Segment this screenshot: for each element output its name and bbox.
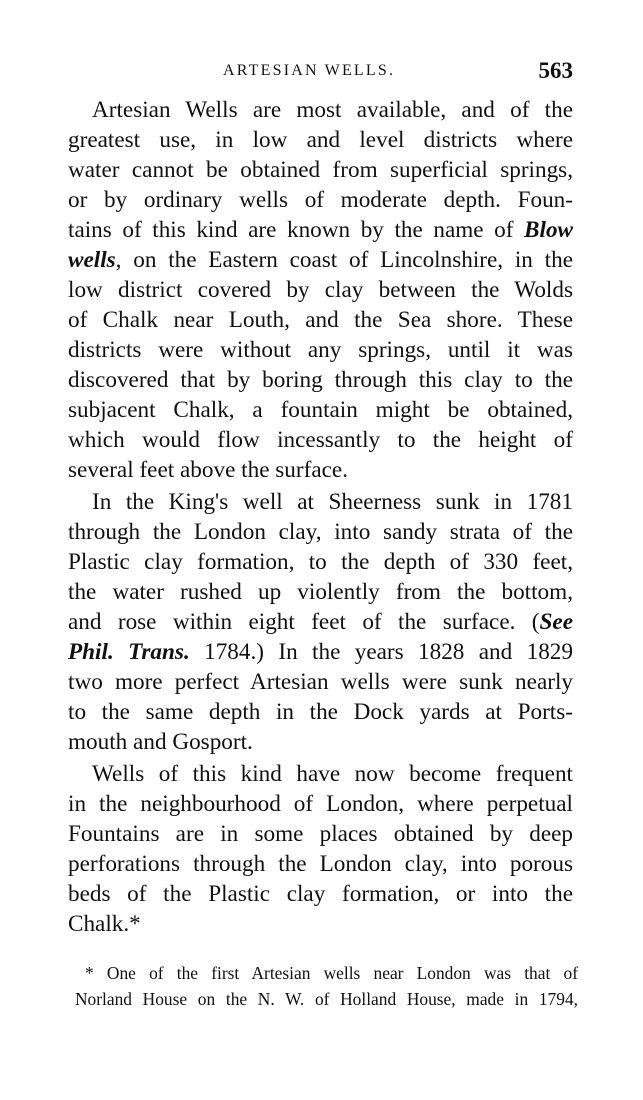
running-title: ARTESIAN WELLS. — [223, 62, 396, 79]
text-line: Chalk.* — [68, 911, 141, 937]
text-line: water cannot be obtained from superficial springs, — [68, 157, 573, 183]
text-line: Fountains are in some places obtained by deep — [68, 821, 573, 847]
text-line: greatest use, in low and level districts where — [68, 127, 573, 153]
text-line: districts were without any springs, until it was — [68, 337, 573, 363]
text-line: Phil. Trans. 1784.) In the years 1828 and 1829 — [68, 639, 573, 665]
text-line: to the same depth in the Dock yards at Ports- — [68, 699, 573, 725]
text-line: several feet above the surface. — [68, 457, 349, 483]
text-line: of Chalk near Louth, and the Sea shore. These — [68, 307, 573, 333]
text-line: and rose within eight feet of the surface. (See — [68, 609, 573, 635]
text-line: perforations through the London clay, into porous — [68, 851, 573, 877]
text-line: In the King's well at Sheerness sunk in 1781 — [92, 489, 573, 515]
text-line: Wells of this kind have now become frequent — [92, 761, 573, 787]
text-line: tains of this kind are known by the name of Blow — [68, 217, 573, 243]
text-line: discovered that by boring through this clay to the — [68, 367, 573, 393]
text-line: which would flow incessantly to the height of — [68, 427, 573, 453]
text-line: wells, on the Eastern coast of Lincolnshire, in the — [68, 247, 573, 273]
text-line: or by ordinary wells of moderate depth. Foun- — [68, 187, 573, 213]
text-line: Plastic clay formation, to the depth of 330 feet, — [68, 549, 573, 575]
footnote-line: Norland House on the N. W. of Holland House, made in 1794, — [75, 989, 578, 1009]
text-line: the water rushed up violently from the bottom, — [68, 579, 573, 605]
paragraph-london-wells — [68, 759, 573, 939]
text-line: two more perfect Artesian wells were sunk nearly — [68, 669, 573, 695]
text-line: beds of the Plastic clay formation, or into the — [68, 881, 573, 907]
text-line: in the neighbourhood of London, where perpetual — [68, 791, 573, 817]
text-line: low district covered by clay between the Wolds — [68, 277, 573, 303]
paragraph-artesian-wells — [68, 95, 573, 485]
footnote — [75, 960, 578, 1012]
footnote-line: * One of the first Artesian wells near London was that of — [85, 963, 578, 983]
running-head — [68, 58, 573, 88]
body-text — [68, 95, 573, 939]
text-line: mouth and Gosport. — [68, 729, 253, 755]
paragraph-sheerness-well — [68, 487, 573, 757]
text-line: Artesian Wells are most available, and of the — [92, 97, 573, 123]
page-number: 563 — [538, 58, 573, 83]
text-line: through the London clay, into sandy strata of the — [68, 519, 573, 545]
text-line: subjacent Chalk, a fountain might be obtained, — [68, 397, 573, 423]
